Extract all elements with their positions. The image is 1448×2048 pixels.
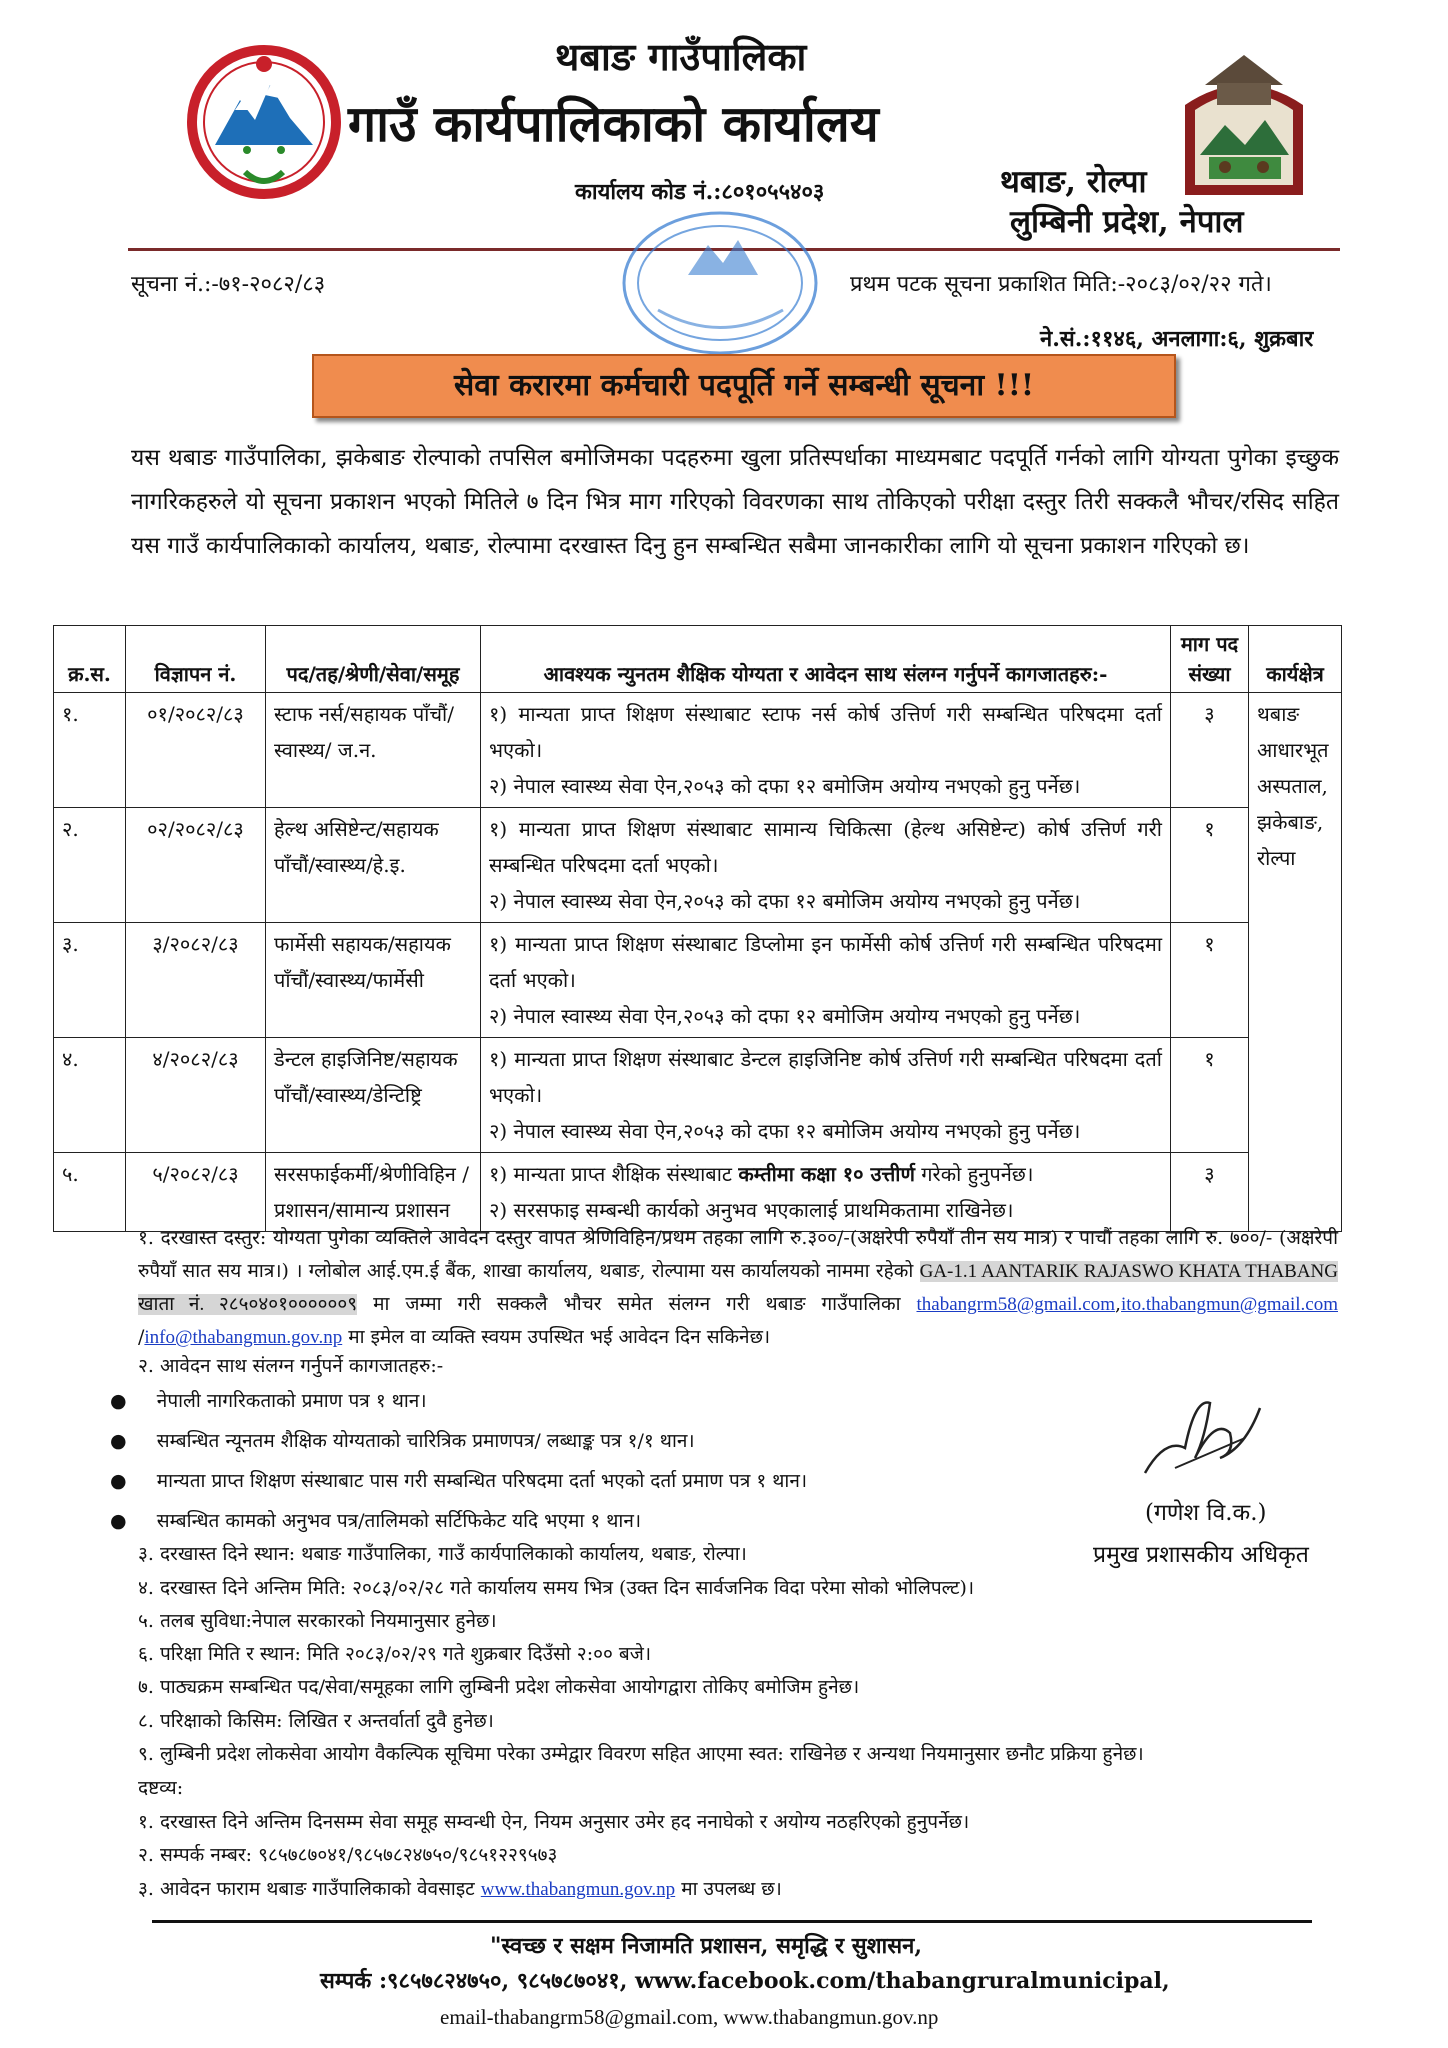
req-1-emphasis: कम्तीमा कक्षा १० उत्तीर्ण	[738, 1162, 915, 1186]
municipality-name: थबाङ गाउँपालिका	[555, 34, 807, 79]
cell-post: स्टाफ नर्स/सहायक पाँचौं/स्वास्थ्य/ ज.न.	[266, 693, 481, 808]
cell-count: ३	[1171, 693, 1249, 808]
intro-paragraph: यस थबाङ गाउँपालिका, झकेबाङ रोल्पाको तपसिल बमोजिमका पदहरुमा खुला प्रतिस्पर्धाका माध्यमबाट पदपूर्ति गर्नको लागि योग्यता पुगेका इच्छुक नागरिकहरुले यो सूचना प्रकाशन भएको मितिले ७ दिन भित्र माग गरिएको विवरणका साथ तोकिएको परीक्षा दस्तुर तिरी सक्कलै भौचर/रसिद सहित यस गाउँ कार्यपालिकाको कार्यालय, थबाङ, रोल्पामा दरखास्त दिनु हुन सम्बन्धित सबैमा जानकारीका लागि यो सूचना प्रकाशन गरिएको छ।	[131, 445, 1339, 559]
vacancy-table	[53, 625, 1342, 1232]
req-1-part: १) मान्यता प्राप्त शैक्षिक संस्थाबाट	[489, 1162, 739, 1186]
header-sn: क्र.स.	[54, 626, 126, 693]
account-number: खाता नं. २८५०४०१००००००९	[138, 1294, 358, 1315]
req-2: २) नेपाल स्वास्थ्य सेवा ऐन,२०५३ को दफा १२ बमोजिम अयोग्य नभएको हुनु पर्नेछ।	[489, 774, 1081, 798]
separator: /	[138, 1326, 145, 1348]
header-post: पद/तह/श्रेणी/सेवा/समूह	[266, 626, 481, 693]
table-row	[54, 1038, 1342, 1153]
cell-requirements	[481, 923, 1171, 1038]
note-alternate-list: ९. लुम्बिनी प्रदेश लोकसेवा आयोग वैकल्पिक सूचिमा परेका उम्मेद्वार विवरण सहित आएमा स्वत: राखिनेछ र अन्यथा नियमानुसार छनौट प्रक्रिया हुनेछ।	[138, 1743, 1144, 1765]
signature-icon	[1135, 1378, 1265, 1488]
email-link-2[interactable]: ito.thabangmun@gmail.com	[1121, 1294, 1338, 1315]
remark-form-text: मा उपलब्ध छ।	[675, 1878, 782, 1900]
cell-post: हेल्थ असिष्टेन्ट/सहायक पाँचौं/स्वास्थ्य/हे.इ.	[266, 808, 481, 923]
cell-workplace: थबाङ आधारभूत अस्पताल, झकेबाङ, रोल्पा	[1249, 693, 1342, 1232]
remark-age: १. दरखास्त दिने अन्तिम दिनसम्म सेवा समूह सम्वन्धी ऐन, नियम अनुसार उमेर हद ननाघेको र अयोग्य नठहरिएको हुनुपर्नेछ।	[138, 1811, 970, 1833]
req-2: २) नेपाल स्वास्थ्य सेवा ऐन,२०५३ को दफा १२ बमोजिम अयोग्य नभएको हुनु पर्नेछ।	[489, 1119, 1081, 1143]
req-2: २) सरसफाइ सम्बन्धी कार्यको अनुभव भएकालाई प्राथमिकतामा राखिनेछ।	[489, 1198, 1014, 1222]
notice-number: सूचना नं.:-७१-२०८२/८३	[131, 272, 326, 297]
cell-adv: ०२/२०८२/८३	[126, 808, 266, 923]
website-link[interactable]: www.thabangmun.gov.np	[480, 1879, 676, 1900]
list-item-text: नेपाली नागरिकताको प्रमाण पत्र १ थान।	[156, 1390, 427, 1412]
banner-title: सेवा करारमा कर्मचारी पदपूर्ति गर्ने सम्बन्धी सूचना !!!	[453, 368, 1035, 403]
cell-post: फार्मेसी सहायक/सहायक पाँचौं/स्वास्थ्य/फार्मेसी	[266, 923, 481, 1038]
publish-date: प्रथम पटक सूचना प्रकाशित मिति:-२०८३/०२/२२ गते।	[850, 272, 1272, 297]
separator: ,	[1114, 1293, 1122, 1315]
address-district: थबाङ, रोल्पा	[1000, 164, 1147, 200]
cell-sn: ४.	[54, 1038, 126, 1153]
address-province: लुम्बिनी प्रदेश, नेपाल	[1010, 204, 1244, 240]
cell-sn: ३.	[54, 923, 126, 1038]
header-workplace: कार्यक्षेत्र	[1249, 626, 1342, 693]
cell-count: ३	[1171, 1153, 1249, 1232]
req-1-part: गरेको हुनुपर्नेछ।	[914, 1162, 1034, 1186]
nepal-sambat-date: ने.सं.:११४६, अनलागा:६, शुक्रबार	[1040, 326, 1314, 352]
notice-banner	[312, 354, 1176, 418]
req-1: १) मान्यता प्राप्त शिक्षण संस्थाबाट डेन्टल हाइजिनिष्ट कोर्ष उत्तिर्ण गरी सम्बन्धित परिषदमा दर्ता भएको।	[489, 1047, 1162, 1107]
email-link-3[interactable]: info@thabangmun.gov.np	[144, 1327, 343, 1348]
remark-form-text: ३. आवेदन फाराम थबाङ गाउँपालिकाको वेवसाइट	[138, 1878, 481, 1900]
cell-count: १	[1171, 923, 1249, 1038]
list-item: ● सम्बन्धित न्यूनतम शैक्षिक योग्यताको चारित्रिक प्रमाणपत्र/ लब्धाङ्क पत्र १/१ थान।	[110, 1430, 695, 1452]
signatory-designation: प्रमुख प्रशासकीय अधिकृत	[1093, 1542, 1309, 1568]
cell-sn: २.	[54, 808, 126, 923]
note-syllabus: ७. पाठ्यक्रम सम्बन्धित पद/सेवा/समूहका लागि लुम्बिनी प्रदेश लोकसेवा आयोगद्वारा तोकिए बमोजिम हुनेछ।	[138, 1676, 860, 1698]
table-row	[54, 1153, 1342, 1232]
cell-adv: ५/२०८२/८३	[126, 1153, 266, 1232]
table-row	[54, 693, 1342, 808]
req-2: २) नेपाल स्वास्थ्य सेवा ऐन,२०५३ को दफा १२ बमोजिम अयोग्य नभएको हुनु पर्नेछ।	[489, 1004, 1081, 1028]
list-item-text: सम्बन्धित न्यूनतम शैक्षिक योग्यताको चारित्रिक प्रमाणपत्र/ लब्धाङ्क पत्र १/१ थान।	[156, 1430, 695, 1452]
footer-email: email-thabangrm58@gmail.com, www.thabangmun.gov.np	[440, 2005, 939, 2029]
list-item-text: मान्यता प्राप्त शिक्षण संस्थाबाट पास गरी सम्बन्धित परिषदमा दर्ता भएको दर्ता प्रमाण पत्र १ थान।	[156, 1470, 808, 1492]
thabang-municipality-logo-icon	[1165, 45, 1323, 205]
req-1: १) मान्यता प्राप्त शिक्षण संस्थाबाट डिप्लोमा इन फार्मेसी कोर्ष उत्तिर्ण गरी सम्बन्धित परिषदमा दर्ता भएको।	[489, 932, 1162, 992]
cell-post: डेन्टल हाइजिनिष्ट/सहायक पाँचौं/स्वास्थ्य/डेन्टिष्ट्रि	[266, 1038, 481, 1153]
cell-adv: ०१/२०८२/८३	[126, 693, 266, 808]
remark-form	[138, 1873, 782, 1906]
cell-sn: ५.	[54, 1153, 126, 1232]
account-name: GA-1.1 AANTARIK RAJASWO KHATA THABANG	[919, 1261, 1338, 1282]
footer-rule	[152, 1920, 1312, 1923]
cell-sn: १.	[54, 693, 126, 808]
note-salary: ५. तलब सुविधा:नेपाल सरकारको नियमानुसार हुनेछ।	[138, 1610, 497, 1632]
cell-requirements	[481, 1038, 1171, 1153]
note-exam-type: ८. परिक्षाको किसिम: लिखित र अन्तर्वार्ता दुवै हुनेछ।	[138, 1710, 494, 1732]
cell-adv: ३/२०८२/८३	[126, 923, 266, 1038]
header-adv-no: विज्ञापन नं.	[126, 626, 266, 693]
note-exam-date: ६. परिक्षा मिति र स्थान: मिति २०८३/०२/२९ गते शुक्रबार दिउँसो २:०० बजे।	[138, 1643, 652, 1665]
footer-slogan: "स्वच्छ र सक्षम निजामति प्रशासन, समृद्धि र सुशासन,	[490, 1933, 922, 1959]
email-link-1[interactable]: thabangrm58@gmail.com	[916, 1294, 1115, 1315]
office-code: कार्यालय कोड नं.:८०१०५५४०३	[575, 179, 825, 205]
note-fee-text: १. दरखास्त दस्तुर: योग्यता पुगेका व्यक्तिले आवेदन दस्तुर वापत श्रेणिविहिन/प्रथम तहका लागि रु.३००/-(अक्षरेपी रुपैयाँ तीन सय मात्र) र पाचौं तहका लागि रु. ७००/- (अक्षरेपी रुपैयाँ सात सय मात्र।) । ग्लोबोल आई.एम.ई बैंक, शाखा कार्यालय, थबाङ, रोल्पामा यस कार्यालयको नाममा रहेको	[138, 1227, 1338, 1282]
note-fee-text: मा जम्मा गरी सक्कलै भौचर समेत संलग्न गरी थबाङ गाउँपालिका	[357, 1293, 917, 1315]
cell-requirements	[481, 1153, 1171, 1232]
header-count: माग पद संख्या	[1171, 626, 1249, 693]
req-2: २) नेपाल स्वास्थ्य सेवा ऐन,२०५३ को दफा १२ बमोजिम अयोग्य नभएको हुनु पर्नेछ।	[489, 889, 1081, 913]
nepal-emblem-icon	[185, 40, 343, 200]
cell-post: सरसफाईकर्मी/श्रेणीविहिन /प्रशासन/सामान्य प्रशासन	[266, 1153, 481, 1232]
req-1	[489, 1156, 1162, 1192]
cell-requirements	[481, 693, 1171, 808]
note-deadline: ४. दरखास्त दिने अन्तिम मिति: २०८३/०२/२८ गते कार्यालय समय भित्र (उक्त दिन सार्वजनिक विदा परेमा सोको भोलिपल्ट)।	[138, 1577, 975, 1599]
list-item-text: सम्बन्धित कामको अनुभव पत्र/तालिमको सर्टिफिकेट यदि भएमा १ थान।	[156, 1510, 642, 1532]
table-row	[54, 923, 1342, 1038]
note-remarks-heading: दष्टव्य:	[138, 1777, 184, 1799]
cell-adv: ४/२०८२/८३	[126, 1038, 266, 1153]
remark-contact: २. सम्पर्क नम्बर: ९८५७८७०४१/९८५७८२४७५०/९८५१२२९५७३	[138, 1844, 558, 1866]
cell-requirements	[481, 808, 1171, 923]
footer-contact: सम्पर्क :९८५७८२४७५०, ९८५७८७०४१, www.facebook.com/thabangruralmunicipal,	[320, 1968, 1170, 1994]
signatory-name: (गणेश वि.क.)	[1145, 1500, 1267, 1526]
req-1: १) मान्यता प्राप्त शिक्षण संस्थाबाट सामान्य चिकित्सा (हेल्थ असिष्टेन्ट) कोर्ष उत्तिर्ण गरी सम्बन्धित परिषदमा दर्ता भएको।	[489, 817, 1162, 877]
req-1: १) मान्यता प्राप्त शिक्षण संस्थाबाट स्टाफ नर्स कोर्ष उत्तिर्ण गरी सम्बन्धित परिषदमा दर्ता भएको।	[489, 702, 1162, 762]
office-title: गाउँ कार्यपालिकाको कार्यालय	[348, 94, 879, 153]
cell-count: १	[1171, 1038, 1249, 1153]
table-header-row	[54, 626, 1342, 693]
table-row	[54, 808, 1342, 923]
header-requirements: आवश्यक न्युनतम शैक्षिक योग्यता र आवेदन साथ संलग्न गर्नुपर्ने कागजातहरु:-	[481, 626, 1171, 693]
cell-count: १	[1171, 808, 1249, 923]
note-fee-text: मा इमेल वा व्यक्ति स्वयम उपस्थित भई आवेदन दिन सकिनेछ।	[342, 1326, 771, 1348]
note-place: ३. दरखास्त दिने स्थान: थबाङ गाउँपालिका, गाउँ कार्यपालिकाको कार्यालय, थबाङ, रोल्पा।	[138, 1543, 747, 1565]
list-item: ● नेपाली नागरिकताको प्रमाण पत्र १ थान।	[110, 1390, 427, 1412]
note-documents-heading: २. आवेदन साथ संलग्न गर्नुपर्ने कागजातहरु:-	[138, 1355, 444, 1377]
list-item: ● सम्बन्धित कामको अनुभव पत्र/तालिमको सर्टिफिकेट यदि भएमा १ थान।	[110, 1510, 642, 1532]
list-item: ● मान्यता प्राप्त शिक्षण संस्थाबाट पास गरी सम्बन्धित परिषदमा दर्ता भएको दर्ता प्रमाण पत्र १ थान।	[110, 1470, 808, 1492]
note-fee	[138, 1222, 1338, 1354]
office-stamp-icon	[618, 205, 823, 355]
